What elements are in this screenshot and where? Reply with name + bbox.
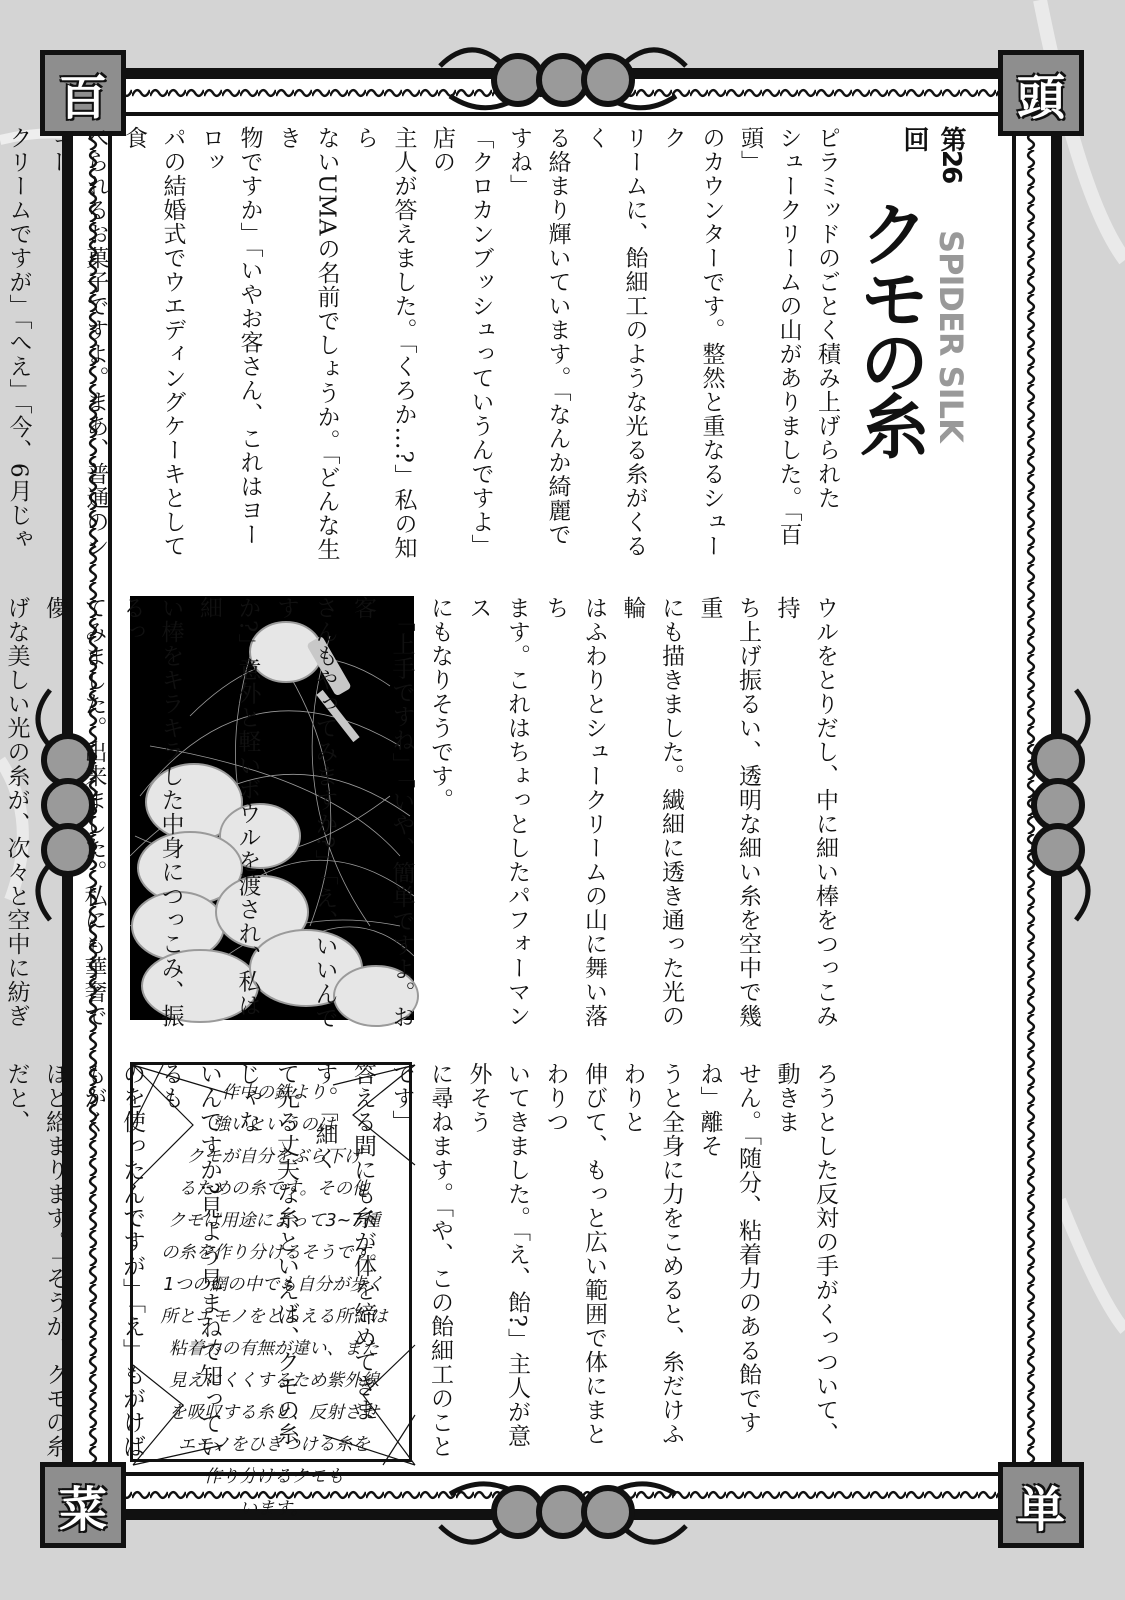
article-column: はふわりとシュークリームの山に舞い落ち bbox=[542, 596, 607, 1028]
note-line: 見えにくくするため紫外線 bbox=[169, 1371, 379, 1391]
article-column: る絡まり輝いています。「なんか綺麗ですね」 bbox=[506, 126, 571, 547]
article-column: に尋ねます。「や、この飴細工のことです」 bbox=[388, 1062, 453, 1459]
knot-ornament-bottom bbox=[430, 1470, 696, 1564]
article-column: にもなりそうです。 bbox=[427, 596, 453, 812]
article-column: せん。「随分、粘着力のある飴ですね」離そ bbox=[696, 1062, 761, 1435]
article-column: 物ですか」「いやお客さん、これはヨーロッ bbox=[198, 126, 263, 547]
episode-number: 第26回 bbox=[920, 126, 970, 196]
article-column: ほど絡まります。「そうか、クモの糸だと、 bbox=[3, 1062, 68, 1459]
article-column: うと全身に力をこめると、糸だけふわりと bbox=[619, 1062, 684, 1446]
corner-badge-top-left: 百 bbox=[40, 50, 126, 136]
article-column: ち上げ振るい、透明な細い糸を空中で幾重 bbox=[696, 596, 761, 1028]
article-column: シュークリームの山がありました。「百頭」 bbox=[737, 126, 802, 547]
note-line: います。 bbox=[239, 1499, 309, 1519]
article-text-top bbox=[5, 126, 846, 566]
article-column: 「クロカンブッシュっていうんですよ」店の bbox=[429, 126, 494, 558]
article-column: て光る丈夫な糸といえば、クモの糸じゃな bbox=[234, 1062, 299, 1446]
article-column: ないUMAの名前でしょうか。「どんな生き bbox=[275, 126, 340, 562]
article-column: クリームですが」「へえ」「今、6月じゃ bbox=[5, 126, 32, 551]
page-title: クモの糸 bbox=[848, 198, 930, 454]
note-line: を吸収する糸と、反射させ bbox=[169, 1403, 379, 1423]
article-column: い棒をキラキラした中身につっこみ、振るっ bbox=[119, 596, 184, 1028]
article-column: 「上手ですね」「いや、簡単ですよ。お客 bbox=[350, 596, 415, 1029]
note-line: 1つの網の中でも自分が歩く bbox=[163, 1275, 385, 1295]
article-column: ピラミッドのごとく積み上げられた bbox=[814, 126, 840, 510]
article-column: 伸びて、もっと広い範囲で体にまとわりつ bbox=[542, 1062, 607, 1446]
knot-ornament-top bbox=[430, 26, 696, 120]
corner-badge-bottom-left: 菜 bbox=[40, 1462, 126, 1548]
knot-ornament-right bbox=[1018, 680, 1106, 930]
corner-badge-bottom-right: 単 bbox=[998, 1462, 1084, 1548]
note-line: 強いというのは bbox=[212, 1115, 336, 1135]
article-text-middle bbox=[3, 596, 844, 1036]
note-line: 粘着力の有無が違い、また bbox=[169, 1339, 379, 1359]
note-line: るための糸です。その他 bbox=[178, 1179, 370, 1199]
article-column: げな美しい光の糸が、次々と空中に紡ぎ bbox=[3, 596, 30, 1028]
note-line: エモノをひきつける糸を bbox=[177, 1435, 371, 1455]
note-line: の糸を作り分けるそうです。 bbox=[160, 1243, 388, 1263]
article-column: にも描きました。繊細に透き通った光の輪 bbox=[619, 596, 684, 1028]
article-column: パの結婚式でウエディングケーキとして食 bbox=[121, 126, 186, 558]
article-column: てみました。出来ました。私にも華奢で儚 bbox=[42, 596, 107, 1028]
article-column: ろうとした反対の手がくっついて、動きま bbox=[773, 1062, 838, 1446]
article-column: のカウンターです。整然と重なるシューク bbox=[660, 126, 725, 558]
page-title-english: SPIDER SILK bbox=[932, 230, 970, 442]
article-column: べられるお菓子ですよ。まあ、普通のシュー bbox=[44, 126, 109, 558]
note-line: クモは用途によって3~7種 bbox=[168, 1211, 380, 1231]
note-line: 作り分けるクモも bbox=[204, 1467, 344, 1487]
note-line: クモが自分をぶら下げ bbox=[186, 1147, 362, 1167]
corner-badge-top-right: 頭 bbox=[998, 50, 1084, 136]
article-column: か?」意外と軽いボウルを渡され、私は細 bbox=[196, 596, 261, 1018]
article-column: 答える間にも糸が体を締めてきます。「細く bbox=[311, 1062, 376, 1422]
article-column: いんですか?見よう見まねで知っているも bbox=[157, 1062, 222, 1460]
article-column: 主人が答えました。「くろか…?」私の知ら bbox=[352, 126, 417, 560]
article-column: のを使ったんですが」「え」もがけばもがく bbox=[80, 1062, 145, 1459]
article-column: ます。これはちょっとしたパフォーマンス bbox=[465, 596, 530, 1028]
article-column: さんもやってみますか?」「え、いいんです bbox=[273, 596, 338, 1030]
article-column: いてきました。「え、飴?」主人が意外そう bbox=[465, 1062, 530, 1448]
article-column: リームに、飴細工のような光る糸がくるく bbox=[583, 126, 648, 558]
article-column: ウルをとりだし、中に細い棒をつっこみ持 bbox=[773, 596, 838, 1028]
note-line: 所とエモノをとらえる所では bbox=[160, 1307, 388, 1327]
note-line: 作中の鉄より bbox=[221, 1083, 327, 1103]
